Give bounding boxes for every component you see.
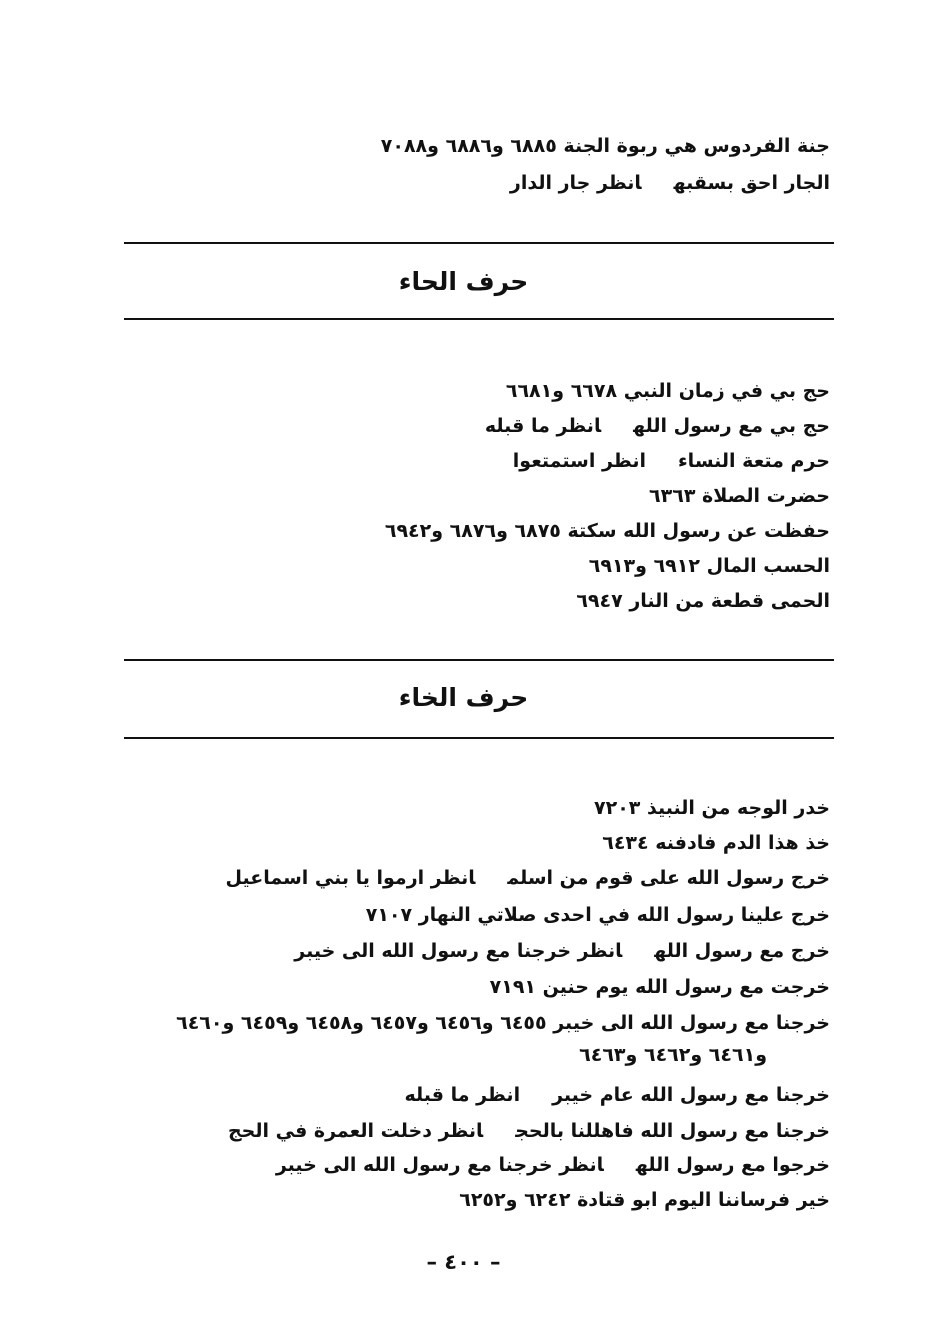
entry-text: خرجت مع رسول الله يوم حنين ٧١٩١ [489,976,830,998]
entry-text: حج بي في زمان النبي ٦٦٧٨ و٦٦٨١ [505,380,830,402]
entry-text: خرج رسول الله على قوم من اسلم [507,867,830,889]
entry-text: الحسب المال ٦٩١٢ و٦٩١٣ [588,555,830,577]
entry-cross-reference: انظر خرجنا مع رسول الله الى خيبر [294,940,623,962]
index-entry [228,1118,830,1144]
index-entry [366,902,830,928]
index-entry [576,588,830,614]
page-number: – ٤٠٠ – [426,1250,501,1274]
index-entry [485,413,830,439]
entry-text: و٦٤٦١ و٦٤٦٢ و٦٤٦٣ [579,1044,767,1066]
section-divider-top [124,659,834,661]
index-entry [276,1152,830,1178]
entry-text: الجار احق بسقبه [673,172,830,194]
index-entry [294,938,830,964]
entry-text: الحمى قطعة من النار ٦٩٤٧ [576,590,830,612]
entry-text: خرجنا مع رسول الله الى خيبر ٦٤٥٥ و٦٤٥٦ و٦٤٥٧ و٦٤٥٨ و٦٤٥٩ و٦٤٦٠ [176,1012,830,1034]
index-entry [226,865,830,891]
entry-text: خذ هذا الدم فادفنه ٦٤٣٤ [602,832,830,854]
entry-cross-reference: انظر ما قبله [484,415,602,437]
entry-text: خرجوا مع رسول الله [635,1154,830,1176]
entry-cross-reference: انظر دخلت العمرة في الحج [227,1120,484,1142]
entry-text: حضرت الصلاة ٦٣٦٣ [649,485,830,507]
section-heading: حرف الحاء [398,267,529,296]
entry-text: خير فرساننا اليوم ابو قتادة ٦٢٤٢ و٦٢٥٢ [459,1189,830,1211]
section-divider-bottom [124,737,834,739]
index-entry [381,133,830,159]
index-entry-continuation [579,1042,767,1068]
section-divider-bottom [124,318,834,320]
index-entry [513,448,830,474]
entry-text: خرجنا مع رسول الله فاهللنا بالحج [515,1120,830,1142]
index-entry [176,1010,830,1036]
entry-cross-reference: انظر استمتعوا [512,450,646,472]
entry-cross-reference: انظر ما قبله [404,1084,521,1106]
entry-cross-reference: انظر ارموا يا بني اسماعيل [225,867,476,889]
index-entry [405,1082,831,1108]
index-entry [459,1187,830,1213]
index-entry [385,518,830,544]
entry-text: خدر الوجه من النبيذ ٧٢٠٣ [594,797,830,819]
index-entry [594,795,830,821]
index-entry [602,830,830,856]
entry-text: حج بي مع رسول الله [633,415,830,437]
section-divider-top [124,242,834,244]
index-entry [589,553,830,579]
entry-text: حفظت عن رسول الله سكتة ٦٨٧٥ و٦٨٧٦ و٦٩٤٢ [384,520,830,542]
index-entry [490,974,830,1000]
index-entry [510,170,830,196]
index-entry [649,483,830,509]
entry-cross-reference: انظر جار الدار [509,172,642,194]
entry-text: جنة الفردوس هي ربوة الجنة ٦٨٨٥ و٦٨٨٦ و٧٠٨٨ [380,135,830,157]
entry-text: خرجنا مع رسول الله عام خيبر [552,1084,830,1106]
entry-text: حرم متعة النساء [677,450,830,472]
entry-text: خرج مع رسول الله [654,940,830,962]
entry-text: خرج علينا رسول الله في احدى صلاتي النهار ٧١٠٧ [365,904,830,926]
entry-cross-reference: انظر خرجنا مع رسول الله الى خيبر [275,1154,604,1176]
section-heading: حرف الخاء [398,683,529,712]
index-entry [506,378,830,404]
